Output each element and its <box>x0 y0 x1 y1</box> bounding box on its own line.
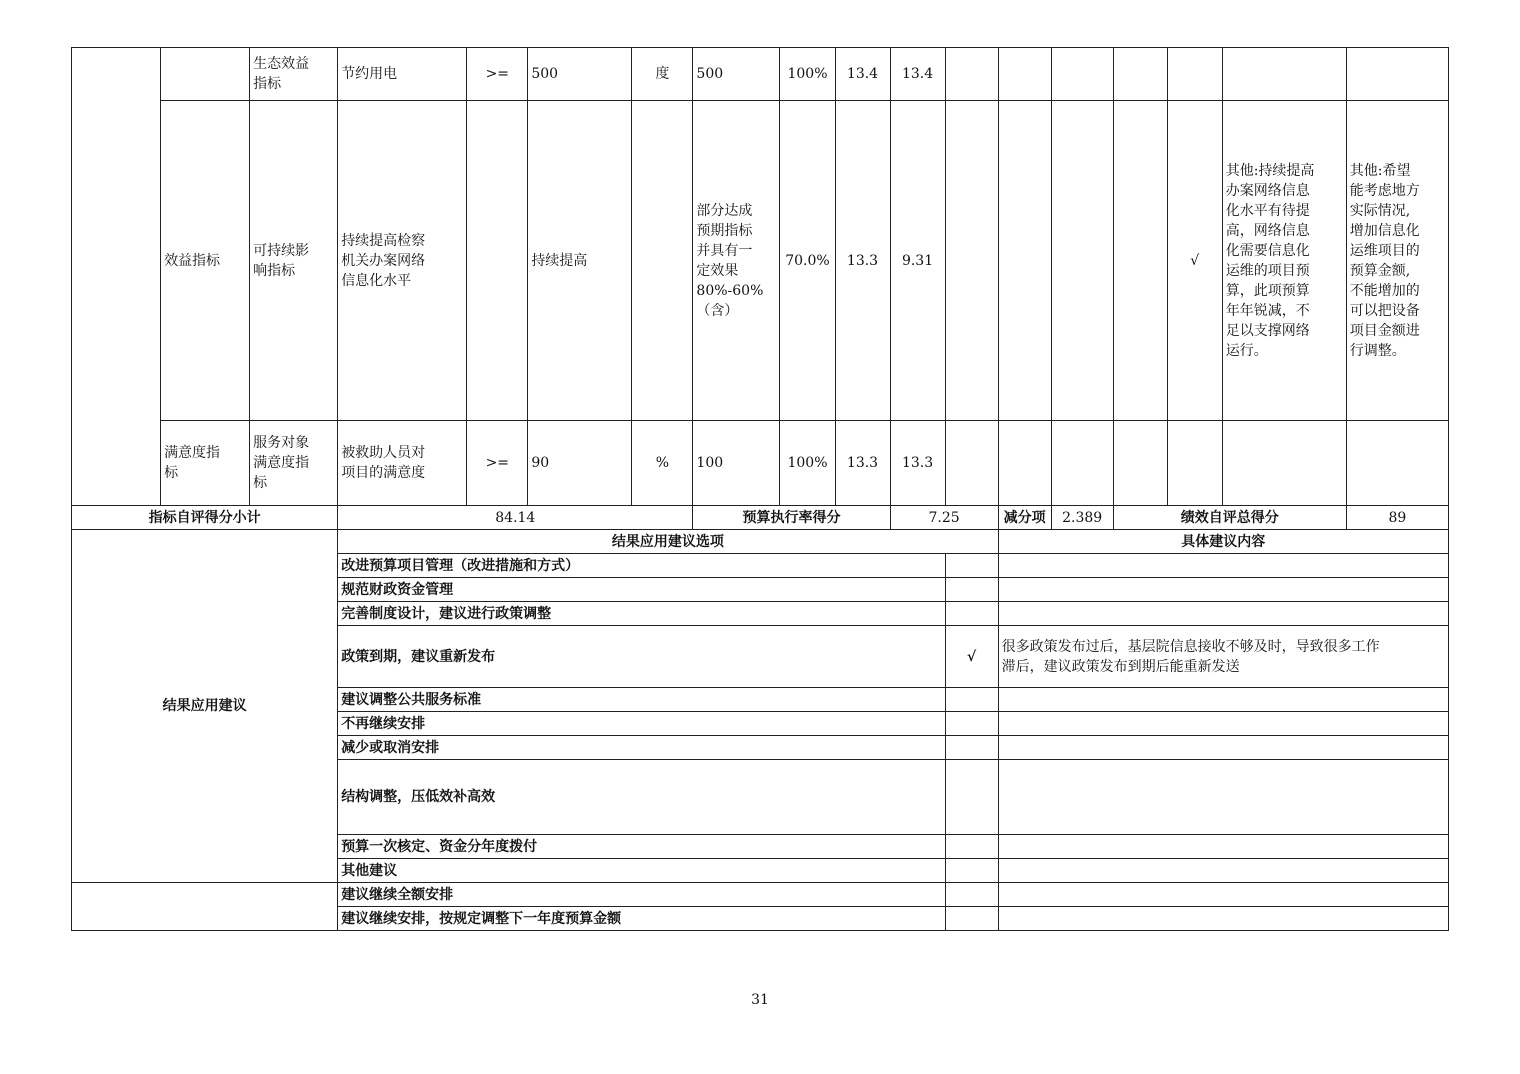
option-content <box>998 602 1448 626</box>
option-check[interactable] <box>945 578 998 602</box>
option-check[interactable] <box>945 835 998 859</box>
option-label: 建议继续安排，按规定调整下一年度预算金额 <box>338 907 945 931</box>
improvement-suggestion: 其他:希望 能考虑地方 实际情况, 增加信息化 运维项目的 预算金额, 不能增加的 可以把设备 项目金额进 行调整。 <box>1346 101 1448 421</box>
indicator-category: 服务对象 满意度指 标 <box>250 421 338 506</box>
option-label: 改进预算项目管理（改进措施和方式） <box>338 554 945 578</box>
evaluation-table <box>71 47 1449 931</box>
total-score-value: 89 <box>1346 506 1448 530</box>
option-label: 其他建议 <box>338 859 945 883</box>
option-label: 完善制度设计，建议进行政策调整 <box>338 602 945 626</box>
option-content <box>998 736 1448 760</box>
summary-row <box>72 506 1449 530</box>
option-label: 建议继续全额安排 <box>338 883 945 907</box>
indicator-target: 持续提高 <box>528 101 632 421</box>
option-check[interactable] <box>945 688 998 712</box>
indicator-weight: 13.4 <box>835 48 890 101</box>
indicator-row-eco <box>72 48 1449 101</box>
indicator-name: 被救助人员对 项目的满意度 <box>338 421 467 506</box>
option-content <box>998 907 1448 931</box>
option-content <box>998 760 1448 835</box>
content-header: 具体建议内容 <box>998 530 1448 554</box>
total-score-label: 绩效自评总得分 <box>1113 506 1346 530</box>
option-check[interactable] <box>945 883 998 907</box>
deduction-value: 2.389 <box>1051 506 1113 530</box>
option-content <box>998 859 1448 883</box>
indicator-score: 9.31 <box>890 101 945 421</box>
indicator-target: 500 <box>528 48 632 101</box>
blank-extra-label <box>72 883 338 931</box>
option-content <box>998 578 1448 602</box>
indicator-operator: >= <box>467 48 528 101</box>
option-check[interactable]: √ <box>945 626 998 688</box>
option-check[interactable] <box>945 554 998 578</box>
indicator-category: 可持续影 响指标 <box>250 101 338 421</box>
option-label: 不再继续安排 <box>338 712 945 736</box>
option-label: 结构调整，压低效补高效 <box>338 760 945 835</box>
indicator-actual: 100 <box>693 421 780 506</box>
option-check[interactable] <box>945 760 998 835</box>
option-content <box>998 554 1448 578</box>
options-header: 结果应用建议选项 <box>338 530 998 554</box>
indicator-group: 效益指标 <box>161 101 250 421</box>
indicator-score: 13.4 <box>890 48 945 101</box>
indicator-row-sustain <box>72 101 1449 421</box>
deduction-label: 减分项 <box>998 506 1051 530</box>
indicator-weight: 13.3 <box>835 101 890 421</box>
blank-group-cell <box>161 48 250 101</box>
option-label: 规范财政资金管理 <box>338 578 945 602</box>
deviation-reason: 其他:持续提高 办案网络信息 化水平有待提 高，网络信息 化需要信息化 运维的项目预 算，此项预算 年年锐减，不 足以支撑网络 运行。 <box>1222 101 1346 421</box>
indicator-name: 持续提高检察 机关办案网络 信息化水平 <box>338 101 467 421</box>
option-content <box>998 883 1448 907</box>
option-label: 预算一次核定、资金分年度拨付 <box>338 835 945 859</box>
option-content: 很多政策发布过后，基层院信息接收不够及时，导致很多工作 滞后，建议政策发布到期后能重新发送 <box>998 626 1448 688</box>
option-content <box>998 712 1448 736</box>
subtotal-label: 指标自评得分小计 <box>72 506 338 530</box>
option-label: 减少或取消安排 <box>338 736 945 760</box>
indicator-rate: 70.0% <box>780 101 835 421</box>
page-number: 31 <box>751 992 769 1008</box>
deviation-check-mark: √ <box>1167 101 1222 421</box>
option-check[interactable] <box>945 602 998 626</box>
subtotal-value: 84.14 <box>338 506 693 530</box>
application-header-row <box>72 530 1449 554</box>
indicator-rate: 100% <box>780 421 835 506</box>
indicator-operator: >= <box>467 421 528 506</box>
option-content <box>998 688 1448 712</box>
option-check[interactable] <box>945 907 998 931</box>
indicator-row-satisfaction <box>72 421 1449 506</box>
indicator-operator <box>467 101 528 421</box>
option-check[interactable] <box>945 859 998 883</box>
application-label: 结果应用建议 <box>72 530 338 883</box>
option-label: 政策到期，建议重新发布 <box>338 626 945 688</box>
indicator-unit: 度 <box>632 48 693 101</box>
extra-option-row <box>72 883 1449 907</box>
option-check[interactable] <box>945 736 998 760</box>
budget-score-label: 预算执行率得分 <box>693 506 890 530</box>
indicator-score: 13.3 <box>890 421 945 506</box>
indicator-unit: % <box>632 421 693 506</box>
option-content <box>998 835 1448 859</box>
indicator-actual: 部分达成 预期指标 并具有一 定效果 80%-60% （含） <box>693 101 780 421</box>
indicator-actual: 500 <box>693 48 780 101</box>
indicator-name: 节约用电 <box>338 48 467 101</box>
option-label: 建议调整公共服务标准 <box>338 688 945 712</box>
option-check[interactable] <box>945 712 998 736</box>
indicator-target: 90 <box>528 421 632 506</box>
indicator-weight: 13.3 <box>835 421 890 506</box>
budget-score-value: 7.25 <box>890 506 998 530</box>
indicator-unit <box>632 101 693 421</box>
indicator-group: 满意度指 标 <box>161 421 250 506</box>
indicator-category: 生态效益 指标 <box>250 48 338 101</box>
indicator-rate: 100% <box>780 48 835 101</box>
blank-left-cell <box>72 48 161 506</box>
